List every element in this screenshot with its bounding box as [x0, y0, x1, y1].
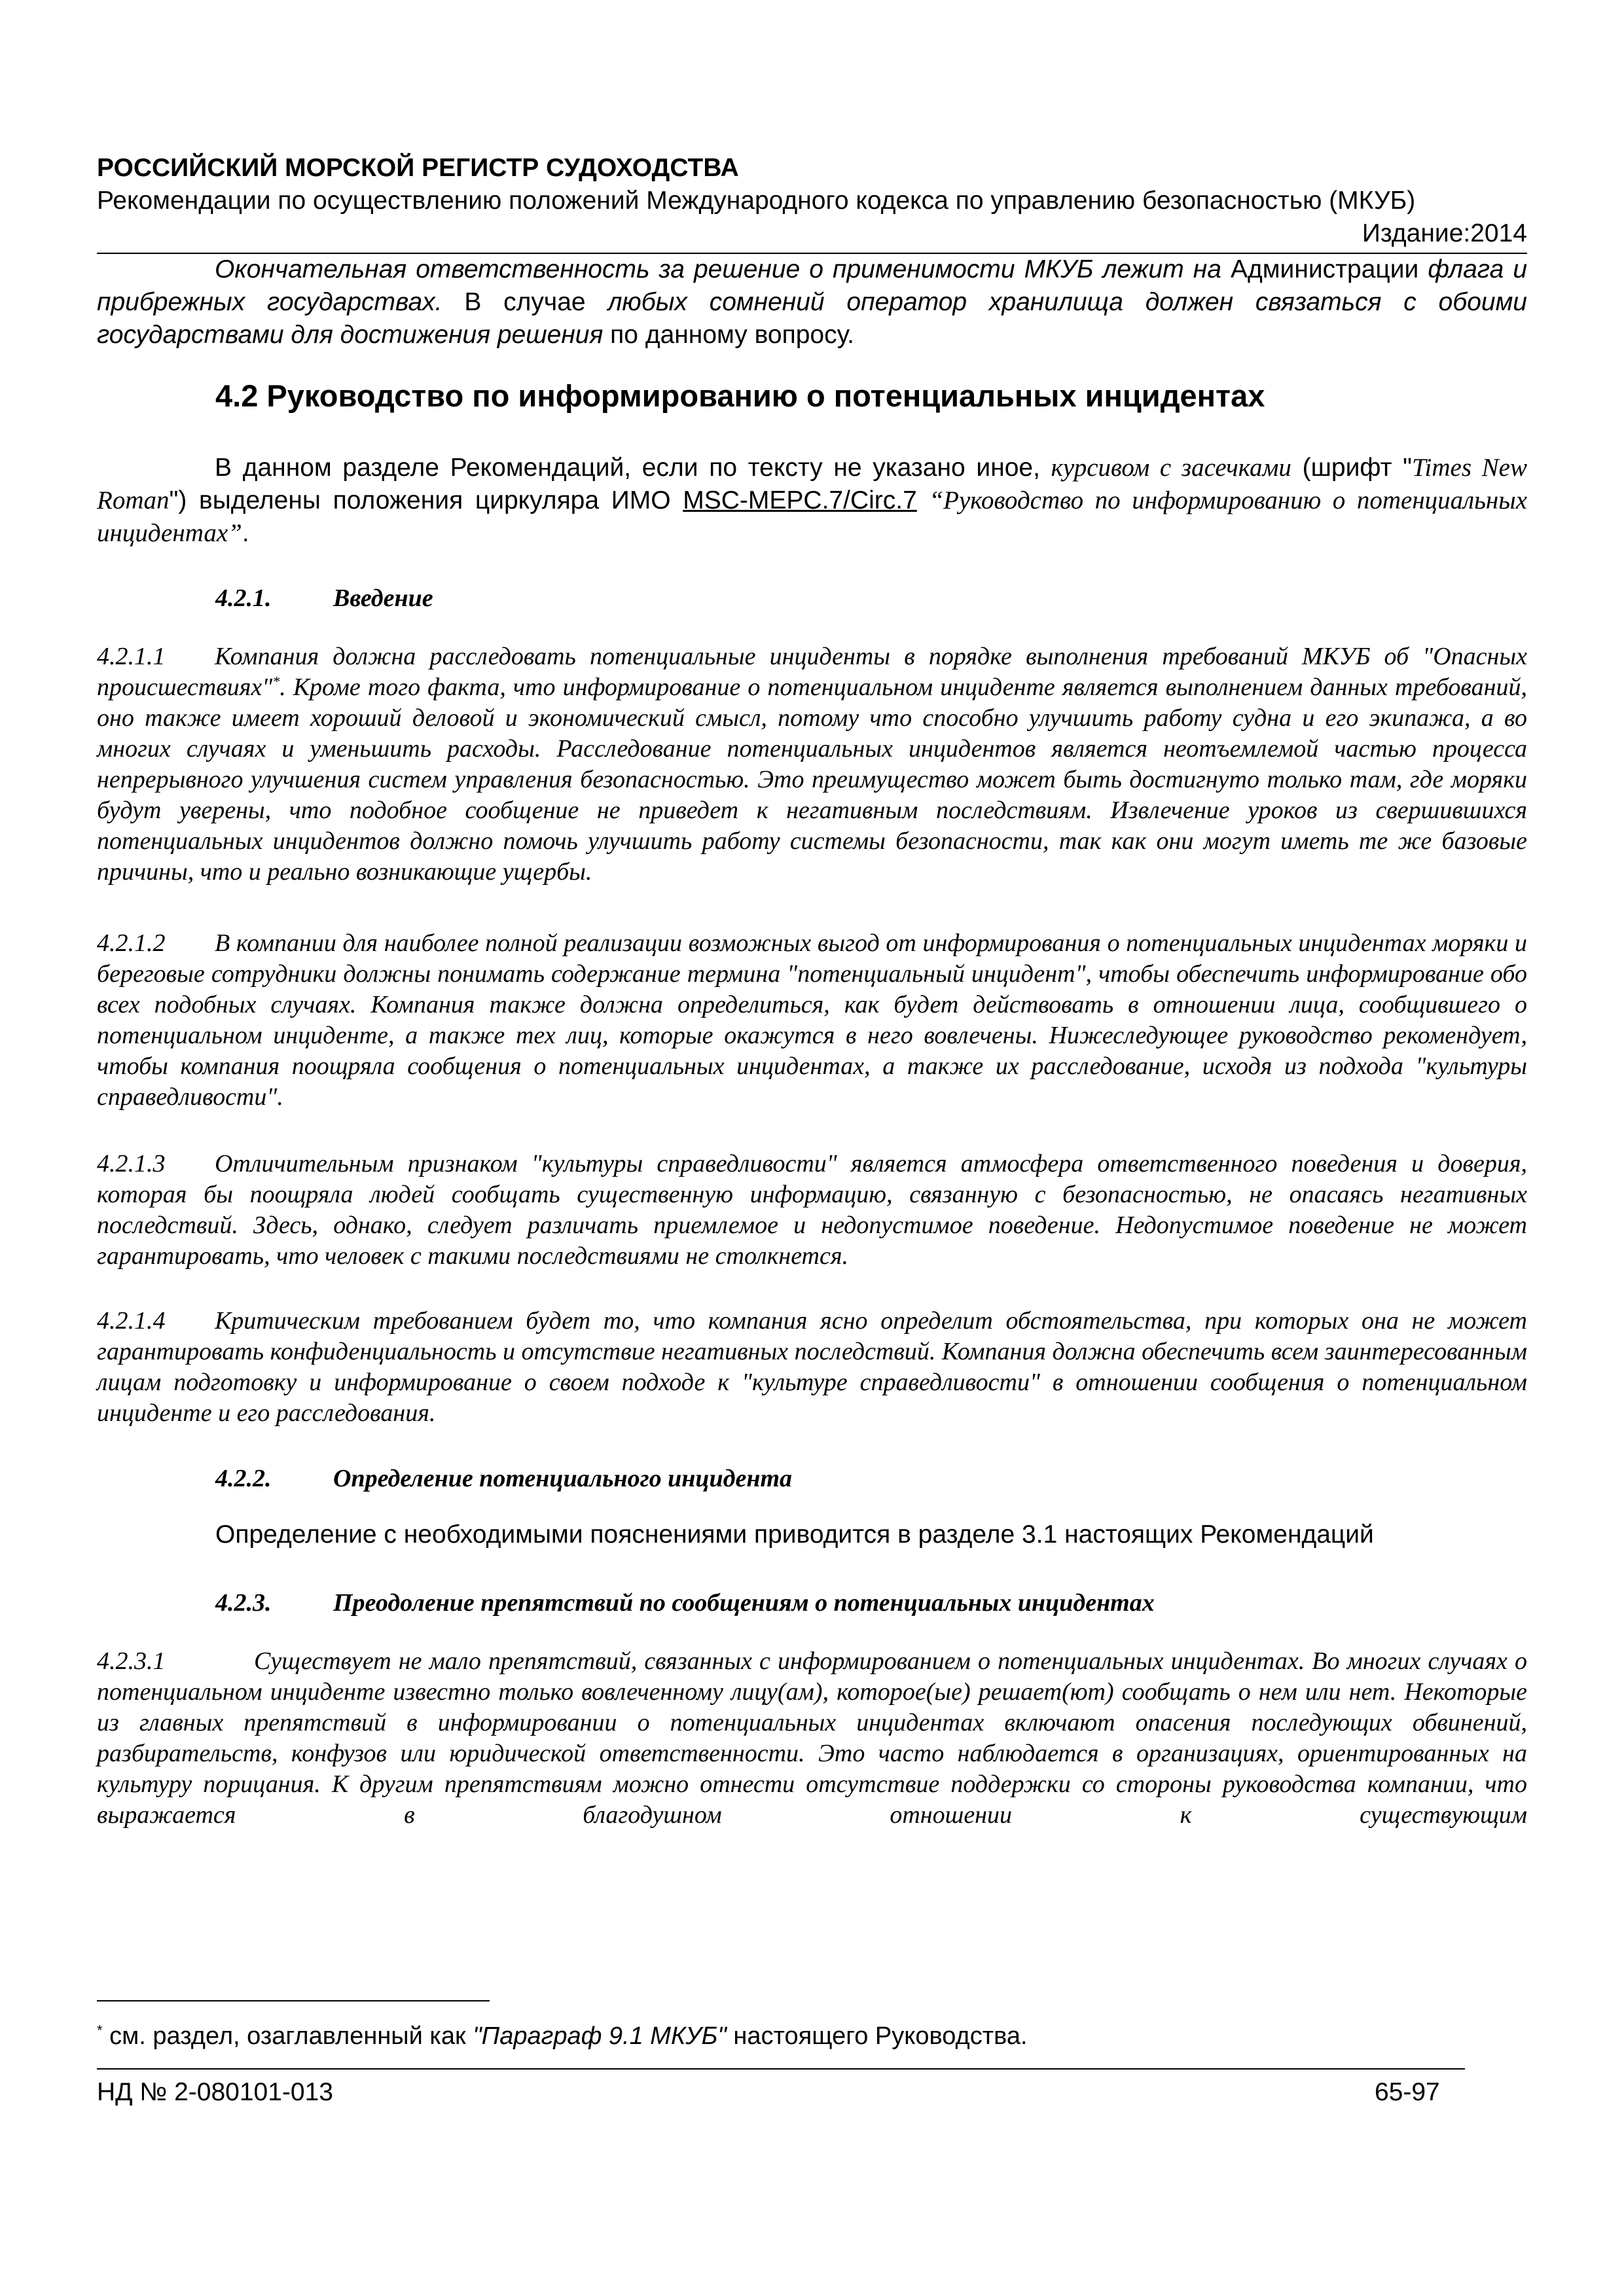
- subsection-4-2-1-heading: [215, 583, 433, 614]
- intro-italic-1: Окончательная ответственность за решение о применимости МКУБ лежит на: [215, 255, 1221, 283]
- note-space: [917, 486, 929, 514]
- note-text-1: В данном разделе Рекомендаций, если по тексту не указано иное,: [215, 454, 1051, 482]
- footer-page-number: 65-97: [1375, 2078, 1440, 2106]
- intro-regular-3: по данному вопросу.: [603, 321, 855, 349]
- note-text-2: (шрифт ": [1291, 454, 1413, 482]
- paragraph-text-a: Компания должна расследовать потенциальные инциденты в порядке выполнения требований МКУБ об "Опасных происшествиях": [97, 643, 1527, 701]
- intro-paragraph: [97, 253, 1527, 351]
- footer-divider: [97, 2068, 1465, 2070]
- intro-italic-2: флага и прибрежных государствах.: [97, 255, 1528, 316]
- subsection-title: Определение потенциального инцидента: [333, 1465, 793, 1492]
- header-org-title: РОССИЙСКИЙ МОРСКОЙ РЕГИСТР СУДОХОДСТВА: [97, 154, 739, 182]
- note-text-3: ") выделены положения циркуляра ИМО: [169, 486, 683, 514]
- header-edition: Издание:2014: [1362, 219, 1527, 247]
- paragraph-text: В компании для наиболее полной реализации возможных выгод от информирования о потенциальных инцидентах моряки и береговые сотрудники должны понимать содержание термина "потенциальный инцидент", чтобы обеспечить информирование обо всех подобных случаях. Компания также должна определиться, как будет действовать в отношении лица, сообщившего о потенциальном инциденте, а также тех лиц, которые окажутся в него вовлечены. Нижеследующее руководство рекомендует, чтобы компания поощряла сообщения о потенциальных инцидентах, а также их расследование, исходя из подхода "культуры справедливости".: [97, 929, 1527, 1111]
- subsection-4-2-3-heading: [215, 1587, 1155, 1619]
- note-font-name: Times New Roman: [97, 454, 1527, 514]
- paragraph-text: Критическим требованием будет то, что компания ясно определит обстоятельства, при которых она не может гарантировать конфиденциальность и отсутствие негативных последствий. Компания должна обеспечить всем заинтересованным лицам подготовку и информирование о своем подходе к "культуре справедливости" в отношении сообщения о потенциальном инциденте и его расследования.: [97, 1307, 1527, 1427]
- footnote-reference: "Параграф 9.1 МКУБ": [473, 2022, 727, 2050]
- circular-link[interactable]: MSC-MEPC.7/Circ.7: [683, 486, 917, 514]
- section-heading: 4.2 Руководство по информированию о потенциальных инцидентах: [215, 378, 1265, 413]
- footer-doc-number: НД № 2-080101-013: [97, 2078, 333, 2106]
- section-note: [97, 452, 1527, 550]
- intro-regular-2: В случае: [442, 288, 608, 316]
- intro-regular-1: Администрации: [1221, 255, 1419, 283]
- footnote-pre: см. раздел, озаглавленный как: [102, 2022, 473, 2050]
- subsection-4-2-2-heading: [215, 1463, 792, 1494]
- note-serif-example: курсивом с засечками: [1051, 454, 1291, 482]
- paragraph-number: 4.2.1.1: [97, 643, 166, 670]
- paragraph-text: Существует не мало препятствий, связанных с информированием о потенциальных инцидентах. Во многих случаях о потенциальном инциденте известно только вовлеченному лицу(ам), которое(ые) решает(ют) сообщать о нем или нет. Некоторые из главных препятствий в информировании о потенциальных инцидентах включают опасения последующих обвинений, разбирательств, конфузов или юридической ответственности. Это часто наблюдается в организациях, ориентированных на культуру порицания. К другим препятствиям можно отнести отсутствие поддержки со стороны руководства компании, что выражается в благодушном отношении к существующим: [97, 1647, 1527, 1829]
- paragraph-number: 4.2.1.3: [97, 1150, 166, 1177]
- footnote-post: настоящего Руководства.: [726, 2022, 1028, 2050]
- paragraph-4-2-1-4: [97, 1306, 1527, 1429]
- footnote: [97, 2020, 1028, 2053]
- subsection-title: Преодоление препятствий по сообщениям о потенциальных инцидентах: [333, 1589, 1155, 1617]
- paragraph-4-2-1-1: [97, 641, 1527, 888]
- paragraph-4-2-1-3: [97, 1149, 1527, 1272]
- paragraph-4-2-1-2: [97, 928, 1527, 1113]
- paragraph-number: 4.2.3.1: [97, 1647, 166, 1675]
- paragraph-4-2-3-1: [97, 1646, 1527, 1831]
- paragraph-number: 4.2.1.2: [97, 929, 166, 957]
- subsection-4-2-2-body: Определение с необходимыми пояснениями приводится в разделе 3.1 настоящих Рекомендаций: [215, 1520, 1374, 1549]
- subsection-number: 4.2.1.: [215, 584, 272, 612]
- paragraph-text: Отличительным признаком "культуры справедливости" является атмосфера ответственного поведения и доверия, которая бы поощряла людей сообщать существенную информацию, связанную с безопасностью, не опасаясь негативных последствий. Здесь, однако, следует различать приемлемое и недопустимое поведение. Недопустимое поведение не может гарантировать, что человек с такими последствиями не столкнется.: [97, 1150, 1527, 1270]
- header-subtitle: Рекомендации по осуществлению положений Международного кодекса по управлению безопасностью (МКУБ): [97, 187, 1416, 215]
- subsection-number: 4.2.3.: [215, 1589, 272, 1617]
- footnote-mark: *: [97, 2022, 103, 2039]
- note-circular-title: “Руководство по информированию о потенциальных инцидентах”: [97, 486, 1527, 547]
- intro-italic-3: любых сомнений оператор хранилища должен связаться с обоими государствами для достижения решения: [97, 288, 1528, 349]
- subsection-title: Введение: [333, 584, 433, 612]
- subsection-number: 4.2.2.: [215, 1465, 272, 1492]
- footnote-divider: [97, 2000, 490, 2001]
- paragraph-number: 4.2.1.4: [97, 1307, 166, 1335]
- paragraph-text-b: . Кроме того факта, что информирование о потенциальном инциденте является выполнением данных требований, оно также имеет хороший деловой и экономический смысл, потому что способно улучшить работу судна и его экипажа, а во многих случаях и уменьшить расходы. Расследование потенциальных инцидентов является неотъемлемой частью процесса непрерывного улучшения систем управления безопасностью. Это преимущество может быть достигнуто только там, где моряки будут уверены, что подобное сообщение не приведет к негативным последствиям. Извлечение уроков из свершившихся потенциальных инцидентов должно помочь улучшить работу системы безопасности, так как они могут иметь те же базовые причины, что и реально возникающие ущербы.: [97, 673, 1527, 886]
- footnote-marker[interactable]: *: [272, 673, 280, 690]
- note-text-4: .: [242, 519, 249, 547]
